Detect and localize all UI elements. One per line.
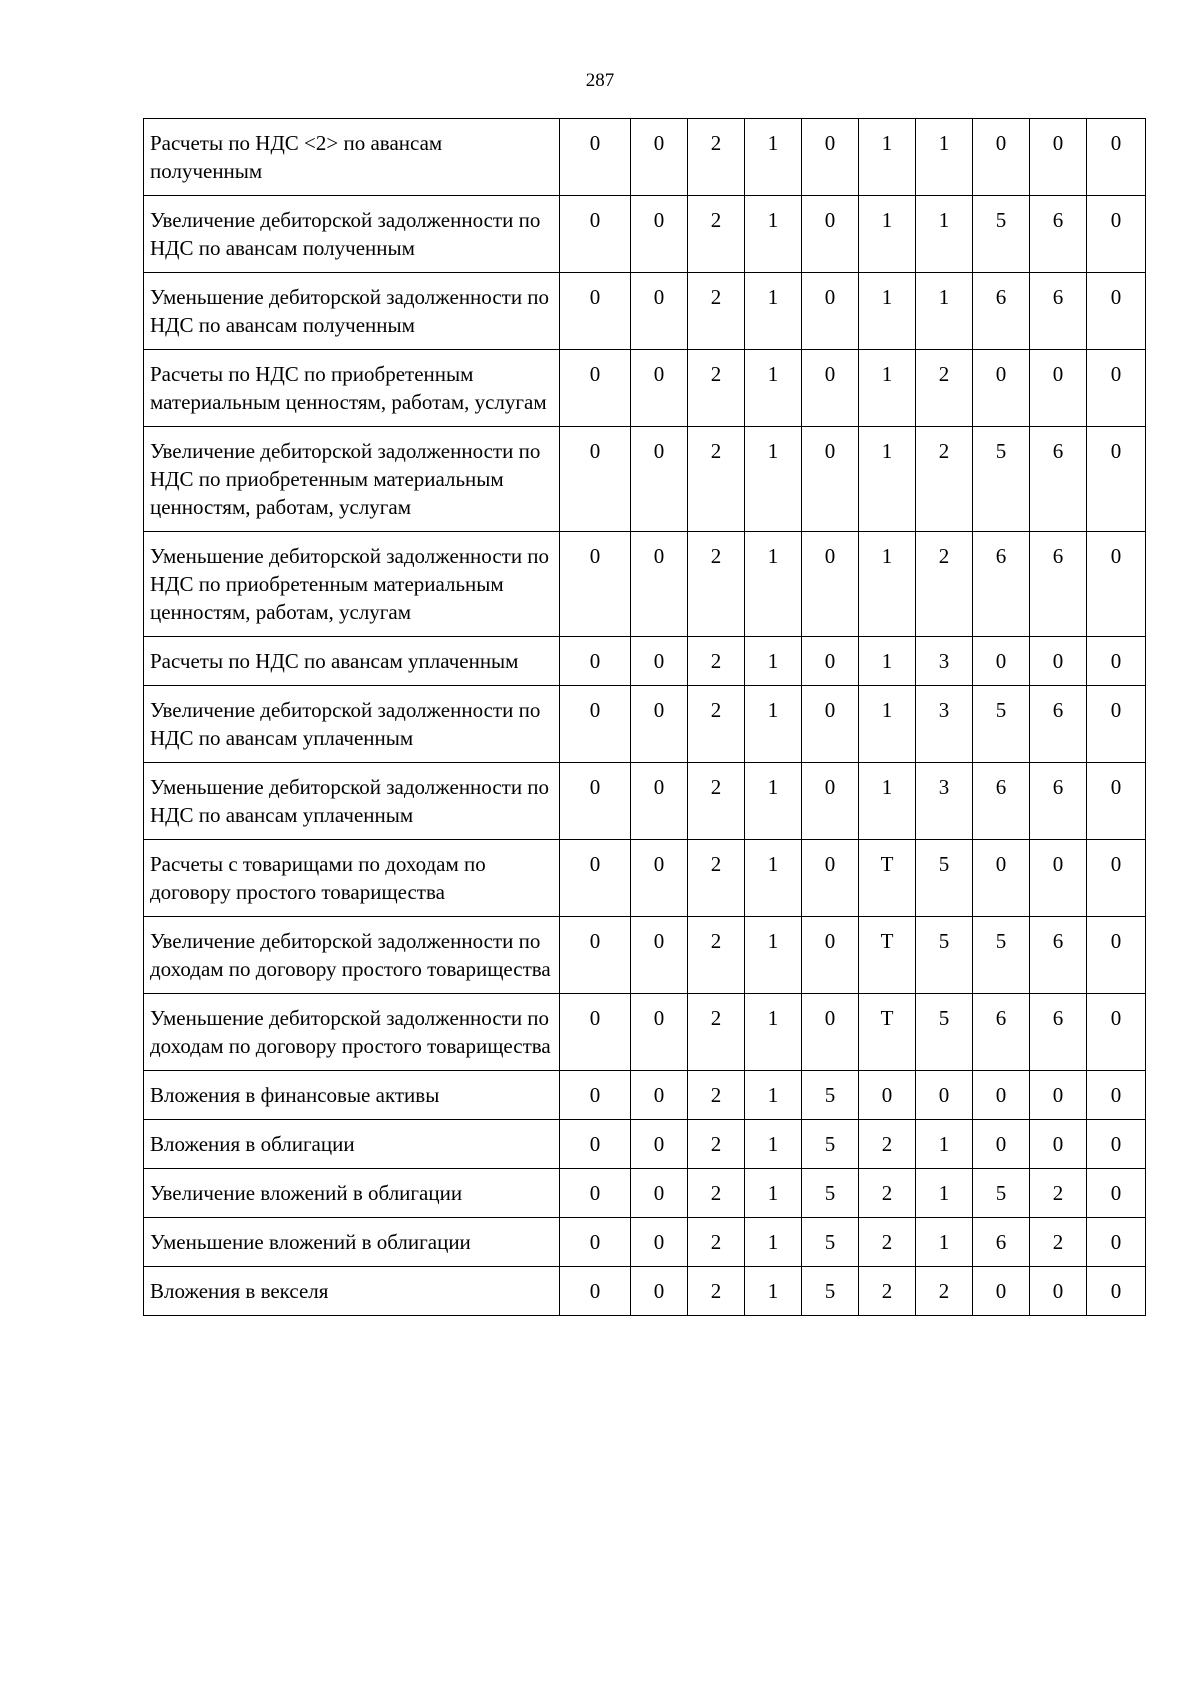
code-digit-cell: 0 bbox=[1030, 350, 1087, 427]
code-digit-cell: 2 bbox=[916, 532, 973, 637]
code-digit-cell: 2 bbox=[688, 1169, 745, 1218]
code-digit-cell: 2 bbox=[688, 763, 745, 840]
table-row bbox=[144, 686, 1146, 763]
code-digit-cell: 1 bbox=[745, 917, 802, 994]
code-digit-cell: 3 bbox=[916, 637, 973, 686]
code-digit-cell: 0 bbox=[1087, 196, 1146, 273]
code-digit-cell: 0 bbox=[560, 532, 631, 637]
code-digit-cell: 0 bbox=[560, 1071, 631, 1120]
page-number: 287 bbox=[585, 70, 615, 91]
code-digit-cell: 0 bbox=[802, 350, 859, 427]
table-row bbox=[144, 1071, 1146, 1120]
code-digit-cell: 0 bbox=[560, 1169, 631, 1218]
code-digit-cell: 6 bbox=[973, 994, 1030, 1071]
row-label: Вложения в векселя bbox=[144, 1267, 560, 1316]
code-digit-cell: 6 bbox=[1030, 917, 1087, 994]
code-digit-cell: 2 bbox=[859, 1218, 916, 1267]
code-digit-cell: 0 bbox=[802, 427, 859, 532]
code-digit-cell: 2 bbox=[859, 1120, 916, 1169]
table-body bbox=[144, 119, 1146, 1316]
code-digit-cell: 2 bbox=[688, 273, 745, 350]
code-digit-cell: 0 bbox=[560, 350, 631, 427]
table-row bbox=[144, 1267, 1146, 1316]
code-digit-cell: 1 bbox=[859, 350, 916, 427]
code-digit-cell: 0 bbox=[802, 532, 859, 637]
row-label: Уменьшение дебиторской задолженности по НДС по авансам уплаченным bbox=[144, 763, 560, 840]
code-digit-cell: 6 bbox=[973, 273, 1030, 350]
code-digit-cell: 0 bbox=[631, 840, 688, 917]
code-digit-cell: 0 bbox=[631, 1267, 688, 1316]
code-digit-cell: 0 bbox=[560, 119, 631, 196]
code-digit-cell: 5 bbox=[802, 1218, 859, 1267]
code-digit-cell: 0 bbox=[560, 1267, 631, 1316]
code-digit-cell: 0 bbox=[560, 196, 631, 273]
code-digit-cell: 2 bbox=[688, 427, 745, 532]
row-label: Уменьшение дебиторской задолженности по доходам по договору простого товарищества bbox=[144, 994, 560, 1071]
code-digit-cell: 0 bbox=[1030, 1071, 1087, 1120]
code-digit-cell: 5 bbox=[916, 917, 973, 994]
code-digit-cell: 6 bbox=[1030, 427, 1087, 532]
code-digit-cell: 1 bbox=[745, 532, 802, 637]
code-digit-cell: 0 bbox=[802, 637, 859, 686]
code-digit-cell: 0 bbox=[631, 763, 688, 840]
code-digit-cell: 0 bbox=[1087, 119, 1146, 196]
table-row bbox=[144, 763, 1146, 840]
code-digit-cell: 0 bbox=[802, 994, 859, 1071]
code-digit-cell: 2 bbox=[688, 917, 745, 994]
table-row bbox=[144, 196, 1146, 273]
code-digit-cell: 0 bbox=[973, 637, 1030, 686]
code-digit-cell: 0 bbox=[631, 273, 688, 350]
code-digit-cell: 2 bbox=[688, 350, 745, 427]
code-digit-cell: 2 bbox=[916, 350, 973, 427]
code-digit-cell: 5 bbox=[973, 917, 1030, 994]
code-digit-cell: 1 bbox=[745, 119, 802, 196]
code-digit-cell: 0 bbox=[973, 1071, 1030, 1120]
code-digit-cell: 2 bbox=[688, 637, 745, 686]
code-digit-cell: 1 bbox=[745, 1218, 802, 1267]
code-digit-cell: 1 bbox=[745, 273, 802, 350]
code-digit-cell: 0 bbox=[1087, 1071, 1146, 1120]
code-digit-cell: 0 bbox=[631, 917, 688, 994]
table-row bbox=[144, 119, 1146, 196]
code-digit-cell: 0 bbox=[973, 1267, 1030, 1316]
code-digit-cell: 1 bbox=[916, 273, 973, 350]
row-label: Вложения в финансовые активы bbox=[144, 1071, 560, 1120]
code-digit-cell: 0 bbox=[1087, 994, 1146, 1071]
code-digit-cell: 6 bbox=[1030, 994, 1087, 1071]
code-digit-cell: 0 bbox=[1030, 1120, 1087, 1169]
code-digit-cell: 0 bbox=[1087, 1120, 1146, 1169]
code-digit-cell: 0 bbox=[802, 196, 859, 273]
code-digit-cell: 0 bbox=[560, 840, 631, 917]
code-digit-cell: 2 bbox=[688, 994, 745, 1071]
row-label: Вложения в облигации bbox=[144, 1120, 560, 1169]
code-digit-cell: 0 bbox=[631, 1071, 688, 1120]
row-label: Расчеты по НДС по приобретенным материальным ценностям, работам, услугам bbox=[144, 350, 560, 427]
code-digit-cell: 0 bbox=[973, 1120, 1030, 1169]
code-digit-cell: 1 bbox=[859, 763, 916, 840]
code-digit-cell: Т bbox=[859, 917, 916, 994]
code-digit-cell: 1 bbox=[745, 840, 802, 917]
code-digit-cell: 2 bbox=[688, 119, 745, 196]
code-digit-cell: 0 bbox=[1030, 840, 1087, 917]
row-label: Увеличение дебиторской задолженности по НДС по приобретенным материальным ценностям, работам, услугам bbox=[144, 427, 560, 532]
code-digit-cell: 1 bbox=[916, 1169, 973, 1218]
code-digit-cell: 1 bbox=[916, 196, 973, 273]
table-row bbox=[144, 994, 1146, 1071]
code-digit-cell: 0 bbox=[802, 273, 859, 350]
code-digit-cell: 1 bbox=[745, 686, 802, 763]
code-digit-cell: 0 bbox=[973, 350, 1030, 427]
code-digit-cell: 0 bbox=[560, 637, 631, 686]
code-digit-cell: 0 bbox=[1087, 1169, 1146, 1218]
code-digit-cell: 0 bbox=[973, 840, 1030, 917]
code-digit-cell: 0 bbox=[973, 119, 1030, 196]
code-digit-cell: 0 bbox=[802, 840, 859, 917]
code-digit-cell: 2 bbox=[688, 1267, 745, 1316]
code-digit-cell: 0 bbox=[560, 1120, 631, 1169]
table-row bbox=[144, 427, 1146, 532]
table-row bbox=[144, 1120, 1146, 1169]
code-digit-cell: 2 bbox=[1030, 1218, 1087, 1267]
code-digit-cell: 0 bbox=[1087, 1218, 1146, 1267]
code-digit-cell: 1 bbox=[745, 1267, 802, 1316]
code-digit-cell: 0 bbox=[1087, 637, 1146, 686]
code-digit-cell: 0 bbox=[1030, 637, 1087, 686]
code-digit-cell: 0 bbox=[631, 196, 688, 273]
code-digit-cell: 0 bbox=[560, 763, 631, 840]
code-digit-cell: 2 bbox=[688, 1120, 745, 1169]
row-label: Уменьшение вложений в облигации bbox=[144, 1218, 560, 1267]
table-row bbox=[144, 1169, 1146, 1218]
code-digit-cell: 0 bbox=[1087, 532, 1146, 637]
code-digit-cell: 0 bbox=[1087, 686, 1146, 763]
code-digit-cell: 6 bbox=[973, 763, 1030, 840]
code-digit-cell: 0 bbox=[560, 917, 631, 994]
table-row bbox=[144, 917, 1146, 994]
row-label: Уменьшение дебиторской задолженности по НДС по приобретенным материальным ценностям, работам, услугам bbox=[144, 532, 560, 637]
row-label: Увеличение дебиторской задолженности по НДС по авансам уплаченным bbox=[144, 686, 560, 763]
code-digit-cell: 1 bbox=[916, 1120, 973, 1169]
code-digit-cell: 1 bbox=[859, 119, 916, 196]
account-codes-table bbox=[143, 118, 1146, 1316]
code-digit-cell: 0 bbox=[560, 1218, 631, 1267]
code-digit-cell: 0 bbox=[631, 427, 688, 532]
code-digit-cell: 0 bbox=[802, 686, 859, 763]
code-digit-cell: 5 bbox=[973, 427, 1030, 532]
table-row bbox=[144, 637, 1146, 686]
code-digit-cell: 1 bbox=[745, 637, 802, 686]
code-digit-cell: 1 bbox=[745, 1120, 802, 1169]
code-digit-cell: 0 bbox=[802, 917, 859, 994]
code-digit-cell: 0 bbox=[1030, 119, 1087, 196]
code-digit-cell: 6 bbox=[973, 532, 1030, 637]
code-digit-cell: 2 bbox=[688, 1218, 745, 1267]
code-digit-cell: 1 bbox=[745, 196, 802, 273]
code-digit-cell: 0 bbox=[560, 427, 631, 532]
code-digit-cell: 6 bbox=[1030, 532, 1087, 637]
code-digit-cell: 1 bbox=[916, 119, 973, 196]
code-digit-cell: 1 bbox=[916, 1218, 973, 1267]
code-digit-cell: 2 bbox=[916, 1267, 973, 1316]
code-digit-cell: 0 bbox=[802, 119, 859, 196]
row-label: Расчеты по НДС по авансам уплаченным bbox=[144, 637, 560, 686]
code-digit-cell: 1 bbox=[859, 427, 916, 532]
code-digit-cell: 0 bbox=[1087, 917, 1146, 994]
code-digit-cell: 6 bbox=[1030, 763, 1087, 840]
code-digit-cell: 5 bbox=[802, 1071, 859, 1120]
table-row bbox=[144, 840, 1146, 917]
table-row bbox=[144, 1218, 1146, 1267]
row-label: Увеличение дебиторской задолженности по доходам по договору простого товарищества bbox=[144, 917, 560, 994]
code-digit-cell: 0 bbox=[631, 1218, 688, 1267]
code-digit-cell: 0 bbox=[1087, 763, 1146, 840]
table-row bbox=[144, 532, 1146, 637]
code-digit-cell: 5 bbox=[973, 196, 1030, 273]
code-digit-cell: 2 bbox=[859, 1267, 916, 1316]
code-digit-cell: 2 bbox=[1030, 1169, 1087, 1218]
code-digit-cell: 6 bbox=[1030, 273, 1087, 350]
code-digit-cell: 0 bbox=[916, 1071, 973, 1120]
table-row bbox=[144, 350, 1146, 427]
code-digit-cell: 5 bbox=[802, 1267, 859, 1316]
row-label: Расчеты с товарищами по доходам по договору простого товарищества bbox=[144, 840, 560, 917]
code-digit-cell: 1 bbox=[745, 350, 802, 427]
code-digit-cell: 1 bbox=[745, 1071, 802, 1120]
code-digit-cell: 0 bbox=[859, 1071, 916, 1120]
code-digit-cell: 1 bbox=[859, 273, 916, 350]
table-row bbox=[144, 273, 1146, 350]
code-digit-cell: 5 bbox=[802, 1120, 859, 1169]
code-digit-cell: 5 bbox=[973, 686, 1030, 763]
code-digit-cell: 1 bbox=[859, 686, 916, 763]
code-digit-cell: 0 bbox=[560, 686, 631, 763]
code-digit-cell: 3 bbox=[916, 763, 973, 840]
code-digit-cell: 0 bbox=[560, 994, 631, 1071]
code-digit-cell: 0 bbox=[1030, 1267, 1087, 1316]
code-digit-cell: Т bbox=[859, 994, 916, 1071]
code-digit-cell: 6 bbox=[1030, 686, 1087, 763]
code-digit-cell: Т bbox=[859, 840, 916, 917]
code-digit-cell: 0 bbox=[1087, 350, 1146, 427]
row-label: Расчеты по НДС <2> по авансам полученным bbox=[144, 119, 560, 196]
code-digit-cell: 5 bbox=[916, 840, 973, 917]
code-digit-cell: 0 bbox=[631, 994, 688, 1071]
code-digit-cell: 2 bbox=[688, 1071, 745, 1120]
code-digit-cell: 0 bbox=[1087, 840, 1146, 917]
code-digit-cell: 1 bbox=[745, 427, 802, 532]
code-digit-cell: 0 bbox=[1087, 273, 1146, 350]
code-digit-cell: 2 bbox=[916, 427, 973, 532]
code-digit-cell: 0 bbox=[631, 532, 688, 637]
code-digit-cell: 5 bbox=[802, 1169, 859, 1218]
code-digit-cell: 2 bbox=[688, 532, 745, 637]
code-digit-cell: 0 bbox=[802, 763, 859, 840]
code-digit-cell: 6 bbox=[973, 1218, 1030, 1267]
code-digit-cell: 1 bbox=[859, 196, 916, 273]
code-digit-cell: 6 bbox=[1030, 196, 1087, 273]
row-label: Увеличение дебиторской задолженности по НДС по авансам полученным bbox=[144, 196, 560, 273]
code-digit-cell: 0 bbox=[1087, 1267, 1146, 1316]
code-digit-cell: 5 bbox=[973, 1169, 1030, 1218]
code-digit-cell: 2 bbox=[688, 196, 745, 273]
code-digit-cell: 1 bbox=[859, 532, 916, 637]
code-digit-cell: 2 bbox=[859, 1169, 916, 1218]
row-label: Увеличение вложений в облигации bbox=[144, 1169, 560, 1218]
code-digit-cell: 0 bbox=[631, 1120, 688, 1169]
code-digit-cell: 3 bbox=[916, 686, 973, 763]
row-label: Уменьшение дебиторской задолженности по НДС по авансам полученным bbox=[144, 273, 560, 350]
code-digit-cell: 0 bbox=[560, 273, 631, 350]
code-digit-cell: 1 bbox=[745, 1169, 802, 1218]
code-digit-cell: 0 bbox=[631, 350, 688, 427]
code-digit-cell: 1 bbox=[745, 763, 802, 840]
code-digit-cell: 0 bbox=[1087, 427, 1146, 532]
code-digit-cell: 1 bbox=[745, 994, 802, 1071]
code-digit-cell: 5 bbox=[916, 994, 973, 1071]
code-digit-cell: 2 bbox=[688, 840, 745, 917]
code-digit-cell: 2 bbox=[688, 686, 745, 763]
code-digit-cell: 1 bbox=[859, 637, 916, 686]
code-digit-cell: 0 bbox=[631, 637, 688, 686]
code-digit-cell: 0 bbox=[631, 119, 688, 196]
code-digit-cell: 0 bbox=[631, 1169, 688, 1218]
code-digit-cell: 0 bbox=[631, 686, 688, 763]
